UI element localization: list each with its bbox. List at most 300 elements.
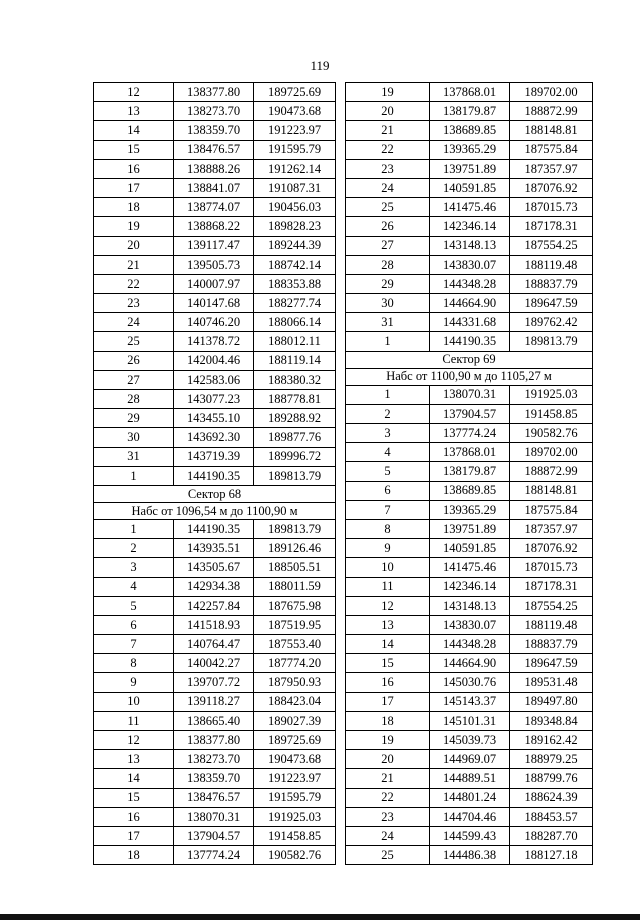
- x-coordinate-cell: 143935.51: [174, 539, 254, 558]
- table-row: [346, 596, 593, 615]
- table-row: [94, 654, 336, 673]
- table-row: [346, 788, 593, 807]
- point-number-cell: 25: [346, 846, 430, 865]
- sector-header-row: [94, 485, 336, 502]
- point-number-cell: 6: [94, 615, 174, 634]
- point-number-cell: 8: [94, 654, 174, 673]
- x-coordinate-cell: 138841.07: [174, 178, 254, 197]
- point-number-cell: 1: [346, 332, 430, 351]
- y-coordinate-cell: 189531.48: [510, 673, 593, 692]
- x-coordinate-cell: 138273.70: [174, 102, 254, 121]
- table-row: [94, 370, 336, 389]
- table-row: [94, 846, 336, 865]
- table-row: [346, 539, 593, 558]
- x-coordinate-cell: 144704.46: [430, 807, 510, 826]
- x-coordinate-cell: 138868.22: [174, 217, 254, 236]
- point-number-cell: 2: [94, 539, 174, 558]
- y-coordinate-cell: 187575.84: [510, 500, 593, 519]
- table-row: [94, 750, 336, 769]
- point-number-cell: 22: [94, 274, 174, 293]
- y-coordinate-cell: 188353.88: [254, 274, 336, 293]
- table-row: [94, 274, 336, 293]
- x-coordinate-cell: 145039.73: [430, 731, 510, 750]
- y-coordinate-cell: 190473.68: [254, 750, 336, 769]
- y-coordinate-cell: 187015.73: [510, 198, 593, 217]
- y-coordinate-cell: 189027.39: [254, 711, 336, 730]
- y-coordinate-cell: 189244.39: [254, 236, 336, 255]
- y-coordinate-cell: 189497.80: [510, 692, 593, 711]
- y-coordinate-cell: 187357.97: [510, 519, 593, 538]
- x-coordinate-cell: 144348.28: [430, 274, 510, 293]
- table-row: [94, 140, 336, 159]
- point-number-cell: 30: [346, 294, 430, 313]
- y-coordinate-cell: 191262.14: [254, 159, 336, 178]
- table-row: [94, 102, 336, 121]
- table-row: [346, 711, 593, 730]
- point-number-cell: 20: [346, 750, 430, 769]
- y-coordinate-cell: 187015.73: [510, 558, 593, 577]
- x-coordinate-cell: 140591.85: [430, 539, 510, 558]
- y-coordinate-cell: 191223.97: [254, 769, 336, 788]
- table-body-right: [346, 83, 593, 865]
- table-row: [346, 692, 593, 711]
- point-number-cell: 21: [346, 121, 430, 140]
- x-coordinate-cell: 138476.57: [174, 140, 254, 159]
- table-row: [346, 807, 593, 826]
- point-number-cell: 5: [94, 596, 174, 615]
- point-number-cell: 20: [346, 102, 430, 121]
- table-row: [94, 217, 336, 236]
- point-number-cell: 10: [346, 558, 430, 577]
- point-number-cell: 21: [94, 255, 174, 274]
- y-coordinate-cell: 188066.14: [254, 313, 336, 332]
- point-number-cell: 25: [346, 198, 430, 217]
- point-number-cell: 24: [346, 178, 430, 197]
- table-row: [346, 404, 593, 423]
- y-coordinate-cell: 187076.92: [510, 539, 593, 558]
- y-coordinate-cell: 187554.25: [510, 236, 593, 255]
- y-coordinate-cell: 187554.25: [510, 596, 593, 615]
- x-coordinate-cell: 139365.29: [430, 140, 510, 159]
- y-coordinate-cell: 188872.99: [510, 462, 593, 481]
- table-row: [94, 769, 336, 788]
- y-coordinate-cell: 190456.03: [254, 198, 336, 217]
- y-coordinate-cell: 187575.84: [510, 140, 593, 159]
- y-coordinate-cell: 187553.40: [254, 635, 336, 654]
- point-number-cell: 7: [346, 500, 430, 519]
- x-coordinate-cell: 143148.13: [430, 596, 510, 615]
- point-number-cell: 18: [94, 846, 174, 865]
- table-row: [346, 846, 593, 865]
- table-body-left: [94, 83, 336, 865]
- point-number-cell: 15: [94, 140, 174, 159]
- y-coordinate-cell: 188119.14: [254, 351, 336, 370]
- x-coordinate-cell: 138665.40: [174, 711, 254, 730]
- y-coordinate-cell: 188872.99: [510, 102, 593, 121]
- point-number-cell: 14: [346, 635, 430, 654]
- point-number-cell: 9: [346, 539, 430, 558]
- y-coordinate-cell: 188979.25: [510, 750, 593, 769]
- point-number-cell: 13: [94, 102, 174, 121]
- y-coordinate-cell: 190473.68: [254, 102, 336, 121]
- y-coordinate-cell: 190582.76: [254, 846, 336, 865]
- point-number-cell: 18: [94, 198, 174, 217]
- table-row: [346, 121, 593, 140]
- y-coordinate-cell: 187675.98: [254, 596, 336, 615]
- y-coordinate-cell: 188148.81: [510, 121, 593, 140]
- table-row: [94, 428, 336, 447]
- y-coordinate-cell: 189813.79: [510, 332, 593, 351]
- table-row: [346, 558, 593, 577]
- table-row: [346, 255, 593, 274]
- y-coordinate-cell: 188624.39: [510, 788, 593, 807]
- table-row: [346, 140, 593, 159]
- point-number-cell: 20: [94, 236, 174, 255]
- x-coordinate-cell: 139365.29: [430, 500, 510, 519]
- y-coordinate-cell: 187178.31: [510, 577, 593, 596]
- x-coordinate-cell: 140147.68: [174, 294, 254, 313]
- table-row: [346, 83, 593, 102]
- table-row: [94, 711, 336, 730]
- x-coordinate-cell: 144801.24: [430, 788, 510, 807]
- y-coordinate-cell: 189996.72: [254, 447, 336, 466]
- table-row: [94, 236, 336, 255]
- point-number-cell: 3: [346, 424, 430, 443]
- table-row: [346, 481, 593, 500]
- point-number-cell: 12: [346, 596, 430, 615]
- x-coordinate-cell: 137868.01: [430, 83, 510, 102]
- x-coordinate-cell: 140746.20: [174, 313, 254, 332]
- point-number-cell: 22: [346, 140, 430, 159]
- point-number-cell: 28: [94, 390, 174, 409]
- y-coordinate-cell: 191458.85: [254, 826, 336, 845]
- y-coordinate-cell: 189813.79: [254, 519, 336, 538]
- x-coordinate-cell: 138179.87: [430, 102, 510, 121]
- point-number-cell: 29: [346, 274, 430, 293]
- table-row: [94, 596, 336, 615]
- point-number-cell: 15: [94, 788, 174, 807]
- x-coordinate-cell: 144889.51: [430, 769, 510, 788]
- point-number-cell: 14: [94, 121, 174, 140]
- point-number-cell: 16: [346, 673, 430, 692]
- y-coordinate-cell: 188119.48: [510, 615, 593, 634]
- point-number-cell: 4: [94, 577, 174, 596]
- x-coordinate-cell: 143719.39: [174, 447, 254, 466]
- point-number-cell: 13: [94, 750, 174, 769]
- table-row: [346, 159, 593, 178]
- table-row: [346, 198, 593, 217]
- x-coordinate-cell: 144599.43: [430, 826, 510, 845]
- table-row: [346, 178, 593, 197]
- y-coordinate-cell: 188277.74: [254, 294, 336, 313]
- y-coordinate-cell: 188127.18: [510, 846, 593, 865]
- y-coordinate-cell: 188287.70: [510, 826, 593, 845]
- x-coordinate-cell: 137904.57: [174, 826, 254, 845]
- table-row: [346, 519, 593, 538]
- y-coordinate-cell: 188423.04: [254, 692, 336, 711]
- point-number-cell: 6: [346, 481, 430, 500]
- x-coordinate-cell: 139505.73: [174, 255, 254, 274]
- table-row: [94, 558, 336, 577]
- point-number-cell: 1: [94, 519, 174, 538]
- y-coordinate-cell: 187519.95: [254, 615, 336, 634]
- x-coordinate-cell: 141475.46: [430, 558, 510, 577]
- y-coordinate-cell: 188799.76: [510, 769, 593, 788]
- point-number-cell: 30: [94, 428, 174, 447]
- y-coordinate-cell: 187774.20: [254, 654, 336, 673]
- y-coordinate-cell: 187357.97: [510, 159, 593, 178]
- x-coordinate-cell: 138070.31: [430, 385, 510, 404]
- y-coordinate-cell: 187178.31: [510, 217, 593, 236]
- point-number-cell: 19: [94, 217, 174, 236]
- y-coordinate-cell: 189288.92: [254, 409, 336, 428]
- point-number-cell: 11: [94, 711, 174, 730]
- coordinates-table-right: [345, 82, 593, 865]
- x-coordinate-cell: 143148.13: [430, 236, 510, 255]
- point-number-cell: 12: [94, 83, 174, 102]
- x-coordinate-cell: 144190.35: [430, 332, 510, 351]
- table-row: [346, 769, 593, 788]
- y-coordinate-cell: 191925.03: [510, 385, 593, 404]
- x-coordinate-cell: 143830.07: [430, 255, 510, 274]
- sector-header-text: Сектор 68: [94, 485, 336, 502]
- y-coordinate-cell: 189348.84: [510, 711, 593, 730]
- x-coordinate-cell: 137774.24: [430, 424, 510, 443]
- table-row: [94, 159, 336, 178]
- x-coordinate-cell: 143505.67: [174, 558, 254, 577]
- x-coordinate-cell: 145143.37: [430, 692, 510, 711]
- point-number-cell: 17: [94, 178, 174, 197]
- table-row: [346, 332, 593, 351]
- point-number-cell: 8: [346, 519, 430, 538]
- x-coordinate-cell: 140764.47: [174, 635, 254, 654]
- point-number-cell: 24: [346, 826, 430, 845]
- x-coordinate-cell: 142346.14: [430, 577, 510, 596]
- y-coordinate-cell: 188012.11: [254, 332, 336, 351]
- point-number-cell: 24: [94, 313, 174, 332]
- table-row: [346, 731, 593, 750]
- point-number-cell: 26: [94, 351, 174, 370]
- table-row: [94, 178, 336, 197]
- x-coordinate-cell: 138359.70: [174, 121, 254, 140]
- x-coordinate-cell: 138377.80: [174, 83, 254, 102]
- x-coordinate-cell: 141475.46: [430, 198, 510, 217]
- y-coordinate-cell: 191595.79: [254, 140, 336, 159]
- point-number-cell: 23: [346, 159, 430, 178]
- table-row: [94, 447, 336, 466]
- x-coordinate-cell: 138774.07: [174, 198, 254, 217]
- point-number-cell: 16: [94, 807, 174, 826]
- x-coordinate-cell: 138273.70: [174, 750, 254, 769]
- point-number-cell: 1: [94, 466, 174, 485]
- point-number-cell: 31: [94, 447, 174, 466]
- x-coordinate-cell: 140007.97: [174, 274, 254, 293]
- table-row: [94, 519, 336, 538]
- x-coordinate-cell: 137868.01: [430, 443, 510, 462]
- x-coordinate-cell: 143830.07: [430, 615, 510, 634]
- y-coordinate-cell: 187076.92: [510, 178, 593, 197]
- table-row: [346, 462, 593, 481]
- table-row: [94, 635, 336, 654]
- table-row: [346, 826, 593, 845]
- sector-header-text: Набс от 1096,54 м до 1100,90 м: [94, 502, 336, 519]
- table-row: [346, 274, 593, 293]
- table-row: [94, 615, 336, 634]
- y-coordinate-cell: 188380.32: [254, 370, 336, 389]
- table-row: [346, 424, 593, 443]
- x-coordinate-cell: 142346.14: [430, 217, 510, 236]
- y-coordinate-cell: 191595.79: [254, 788, 336, 807]
- x-coordinate-cell: 139117.47: [174, 236, 254, 255]
- x-coordinate-cell: 143455.10: [174, 409, 254, 428]
- x-coordinate-cell: 142004.46: [174, 351, 254, 370]
- y-coordinate-cell: 188011.59: [254, 577, 336, 596]
- table-row: [346, 217, 593, 236]
- table-row: [94, 807, 336, 826]
- page-number: 119: [310, 58, 330, 73]
- x-coordinate-cell: 144969.07: [430, 750, 510, 769]
- y-coordinate-cell: 188742.14: [254, 255, 336, 274]
- y-coordinate-cell: 188837.79: [510, 635, 593, 654]
- point-number-cell: 12: [94, 731, 174, 750]
- x-coordinate-cell: 143692.30: [174, 428, 254, 447]
- table-row: [346, 385, 593, 404]
- point-number-cell: 7: [94, 635, 174, 654]
- y-coordinate-cell: 188505.51: [254, 558, 336, 577]
- x-coordinate-cell: 138377.80: [174, 731, 254, 750]
- table-row: [94, 83, 336, 102]
- x-coordinate-cell: 138359.70: [174, 769, 254, 788]
- x-coordinate-cell: 137904.57: [430, 404, 510, 423]
- x-coordinate-cell: 141518.93: [174, 615, 254, 634]
- point-number-cell: 2: [346, 404, 430, 423]
- x-coordinate-cell: 138476.57: [174, 788, 254, 807]
- point-number-cell: 15: [346, 654, 430, 673]
- y-coordinate-cell: 189813.79: [254, 466, 336, 485]
- y-coordinate-cell: 189162.42: [510, 731, 593, 750]
- table-row: [94, 673, 336, 692]
- point-number-cell: 31: [346, 313, 430, 332]
- x-coordinate-cell: 140042.27: [174, 654, 254, 673]
- table-row: [346, 654, 593, 673]
- table-row: [94, 539, 336, 558]
- table-row: [94, 294, 336, 313]
- table-row: [94, 332, 336, 351]
- x-coordinate-cell: 138070.31: [174, 807, 254, 826]
- y-coordinate-cell: 188778.81: [254, 390, 336, 409]
- point-number-cell: 1: [346, 385, 430, 404]
- point-number-cell: 14: [94, 769, 174, 788]
- table-row: [346, 577, 593, 596]
- point-number-cell: 19: [346, 731, 430, 750]
- x-coordinate-cell: 138689.85: [430, 121, 510, 140]
- point-number-cell: 4: [346, 443, 430, 462]
- point-number-cell: 3: [94, 558, 174, 577]
- y-coordinate-cell: 191087.31: [254, 178, 336, 197]
- point-number-cell: 17: [94, 826, 174, 845]
- table-row: [94, 121, 336, 140]
- x-coordinate-cell: 144190.35: [174, 519, 254, 538]
- table-row: [94, 255, 336, 274]
- x-coordinate-cell: 139707.72: [174, 673, 254, 692]
- point-number-cell: 21: [346, 769, 430, 788]
- y-coordinate-cell: 189647.59: [510, 654, 593, 673]
- table-row: [346, 102, 593, 121]
- point-number-cell: 23: [94, 294, 174, 313]
- table-row: [346, 750, 593, 769]
- table-row: [346, 313, 593, 332]
- sector-header-text: Набс от 1100,90 м до 1105,27 м: [346, 368, 593, 385]
- y-coordinate-cell: 191925.03: [254, 807, 336, 826]
- x-coordinate-cell: 139118.27: [174, 692, 254, 711]
- x-coordinate-cell: 138888.26: [174, 159, 254, 178]
- y-coordinate-cell: 189725.69: [254, 731, 336, 750]
- table-row: [94, 826, 336, 845]
- y-coordinate-cell: 191458.85: [510, 404, 593, 423]
- table-row: [346, 673, 593, 692]
- sector-header-row: [346, 351, 593, 368]
- table-row: [346, 236, 593, 255]
- x-coordinate-cell: 145030.76: [430, 673, 510, 692]
- point-number-cell: 13: [346, 615, 430, 634]
- table-row: [94, 351, 336, 370]
- y-coordinate-cell: 189725.69: [254, 83, 336, 102]
- point-number-cell: 28: [346, 255, 430, 274]
- point-number-cell: 27: [94, 370, 174, 389]
- y-coordinate-cell: 188148.81: [510, 481, 593, 500]
- scan-bottom-edge: [0, 914, 640, 920]
- x-coordinate-cell: 140591.85: [430, 178, 510, 197]
- point-number-cell: 11: [346, 577, 430, 596]
- y-coordinate-cell: 189647.59: [510, 294, 593, 313]
- x-coordinate-cell: 137774.24: [174, 846, 254, 865]
- sector-header-row: [346, 368, 593, 385]
- point-number-cell: 10: [94, 692, 174, 711]
- sector-header-text: Сектор 69: [346, 351, 593, 368]
- x-coordinate-cell: 138179.87: [430, 462, 510, 481]
- x-coordinate-cell: 139751.89: [430, 519, 510, 538]
- y-coordinate-cell: 189762.42: [510, 313, 593, 332]
- x-coordinate-cell: 144664.90: [430, 294, 510, 313]
- table-row: [94, 313, 336, 332]
- point-number-cell: 23: [346, 807, 430, 826]
- y-coordinate-cell: 188837.79: [510, 274, 593, 293]
- x-coordinate-cell: 138689.85: [430, 481, 510, 500]
- x-coordinate-cell: 145101.31: [430, 711, 510, 730]
- x-coordinate-cell: 142583.06: [174, 370, 254, 389]
- y-coordinate-cell: 188453.57: [510, 807, 593, 826]
- point-number-cell: 29: [94, 409, 174, 428]
- point-number-cell: 27: [346, 236, 430, 255]
- table-row: [346, 615, 593, 634]
- x-coordinate-cell: 144664.90: [430, 654, 510, 673]
- coordinates-table-left: [93, 82, 336, 865]
- y-coordinate-cell: 189877.76: [254, 428, 336, 447]
- table-row: [94, 409, 336, 428]
- y-coordinate-cell: 189702.00: [510, 83, 593, 102]
- table-row: [94, 692, 336, 711]
- table-row: [94, 198, 336, 217]
- point-number-cell: 19: [346, 83, 430, 102]
- x-coordinate-cell: 143077.23: [174, 390, 254, 409]
- table-row: [346, 294, 593, 313]
- point-number-cell: 5: [346, 462, 430, 481]
- x-coordinate-cell: 144348.28: [430, 635, 510, 654]
- y-coordinate-cell: 189828.23: [254, 217, 336, 236]
- y-coordinate-cell: 189126.46: [254, 539, 336, 558]
- table-row: [94, 731, 336, 750]
- y-coordinate-cell: 189702.00: [510, 443, 593, 462]
